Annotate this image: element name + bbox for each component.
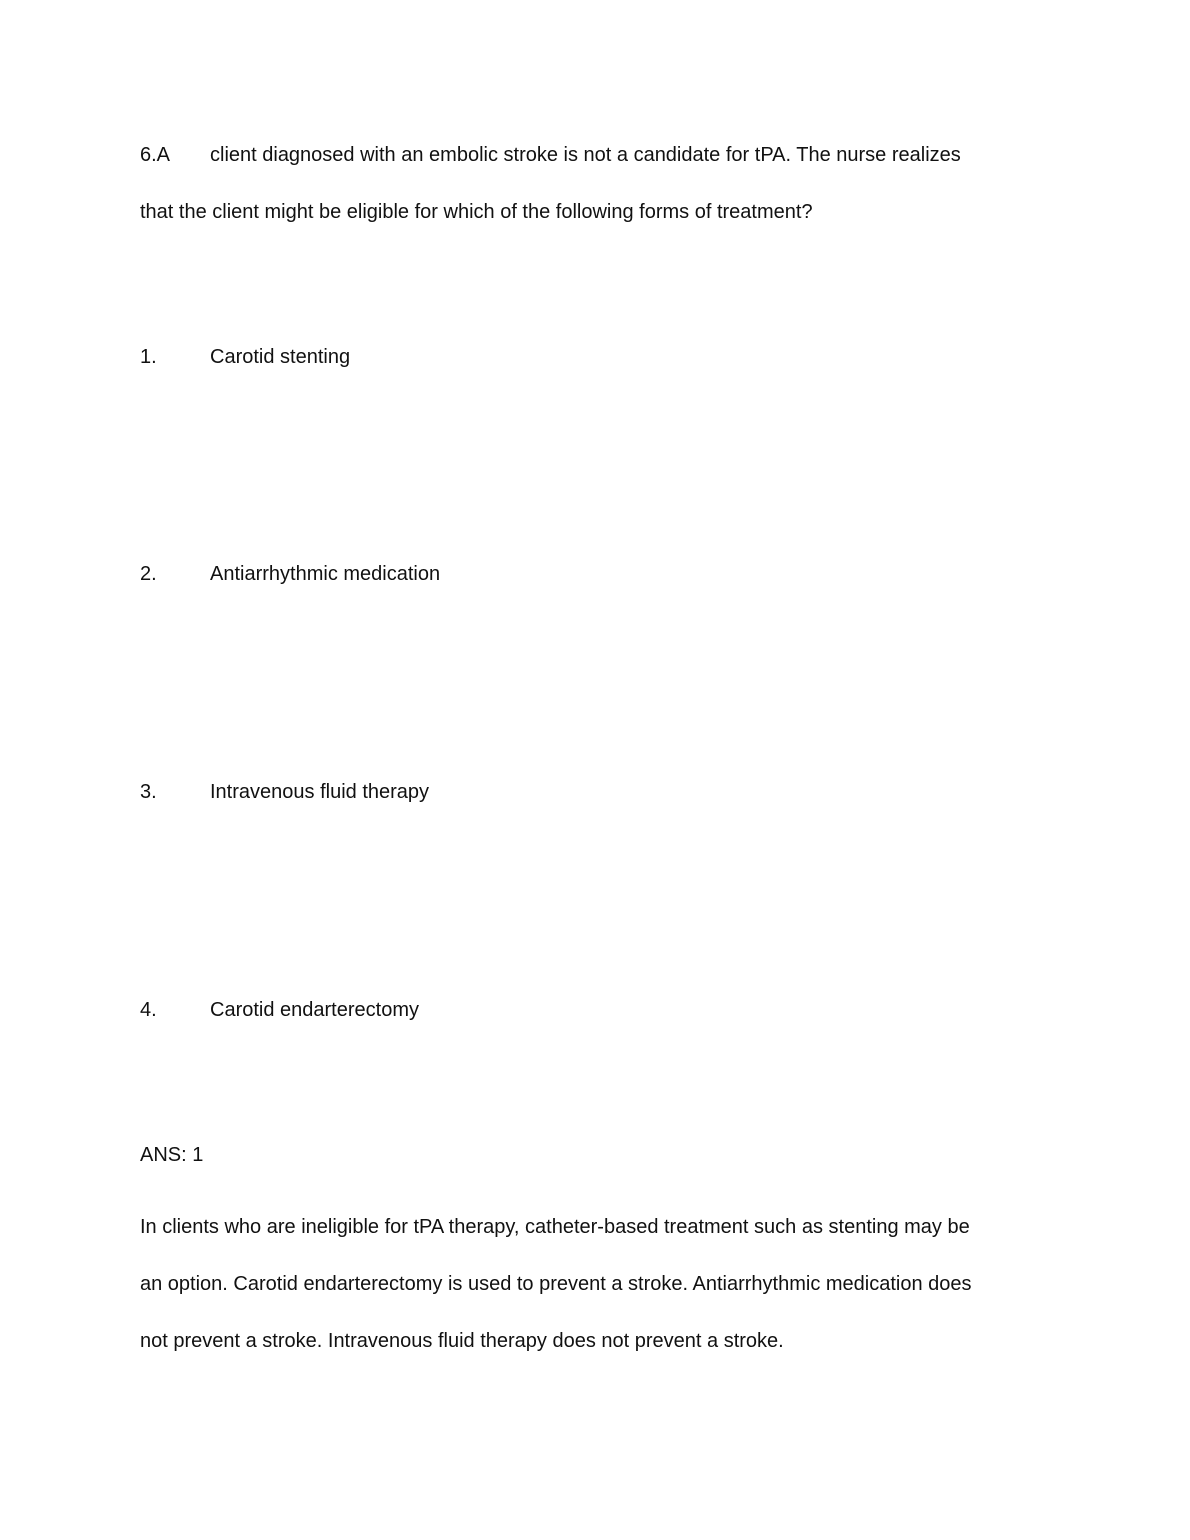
rationale-line-3: not prevent a stroke. Intravenous fluid therapy does not prevent a stroke. [140, 1330, 784, 1352]
option-number: 3. [140, 781, 157, 803]
option-text: Intravenous fluid therapy [210, 781, 430, 803]
option-number: 4. [140, 999, 157, 1021]
question-stem-line-1 [140, 143, 961, 167]
option-1 [140, 345, 350, 369]
rationale-line-1: In clients who are ineligible for tPA therapy, catheter-based treatment such as stenting may be [140, 1216, 970, 1238]
option-text: Carotid stenting [210, 346, 351, 368]
question-stem-line-2 [140, 200, 813, 224]
question-text-1: client diagnosed with an embolic stroke is not a candidate for tPA. The nurse realizes [210, 144, 961, 166]
option-2 [140, 562, 440, 586]
option-3 [140, 780, 429, 804]
answer-key: ANS: 1 [140, 1144, 204, 1166]
option-number: 2. [140, 563, 157, 585]
question-number: 6.A [140, 144, 171, 166]
option-4 [140, 998, 419, 1022]
option-number: 1. [140, 346, 157, 368]
option-text: Antiarrhythmic medication [210, 563, 441, 585]
option-text: Carotid endarterectomy [210, 999, 419, 1021]
question-text-2: that the client might be eligible for which of the following forms of treatment? [140, 201, 813, 223]
rationale-line-2: an option. Carotid endarterectomy is used to prevent a stroke. Antiarrhythmic medication does [140, 1273, 972, 1295]
